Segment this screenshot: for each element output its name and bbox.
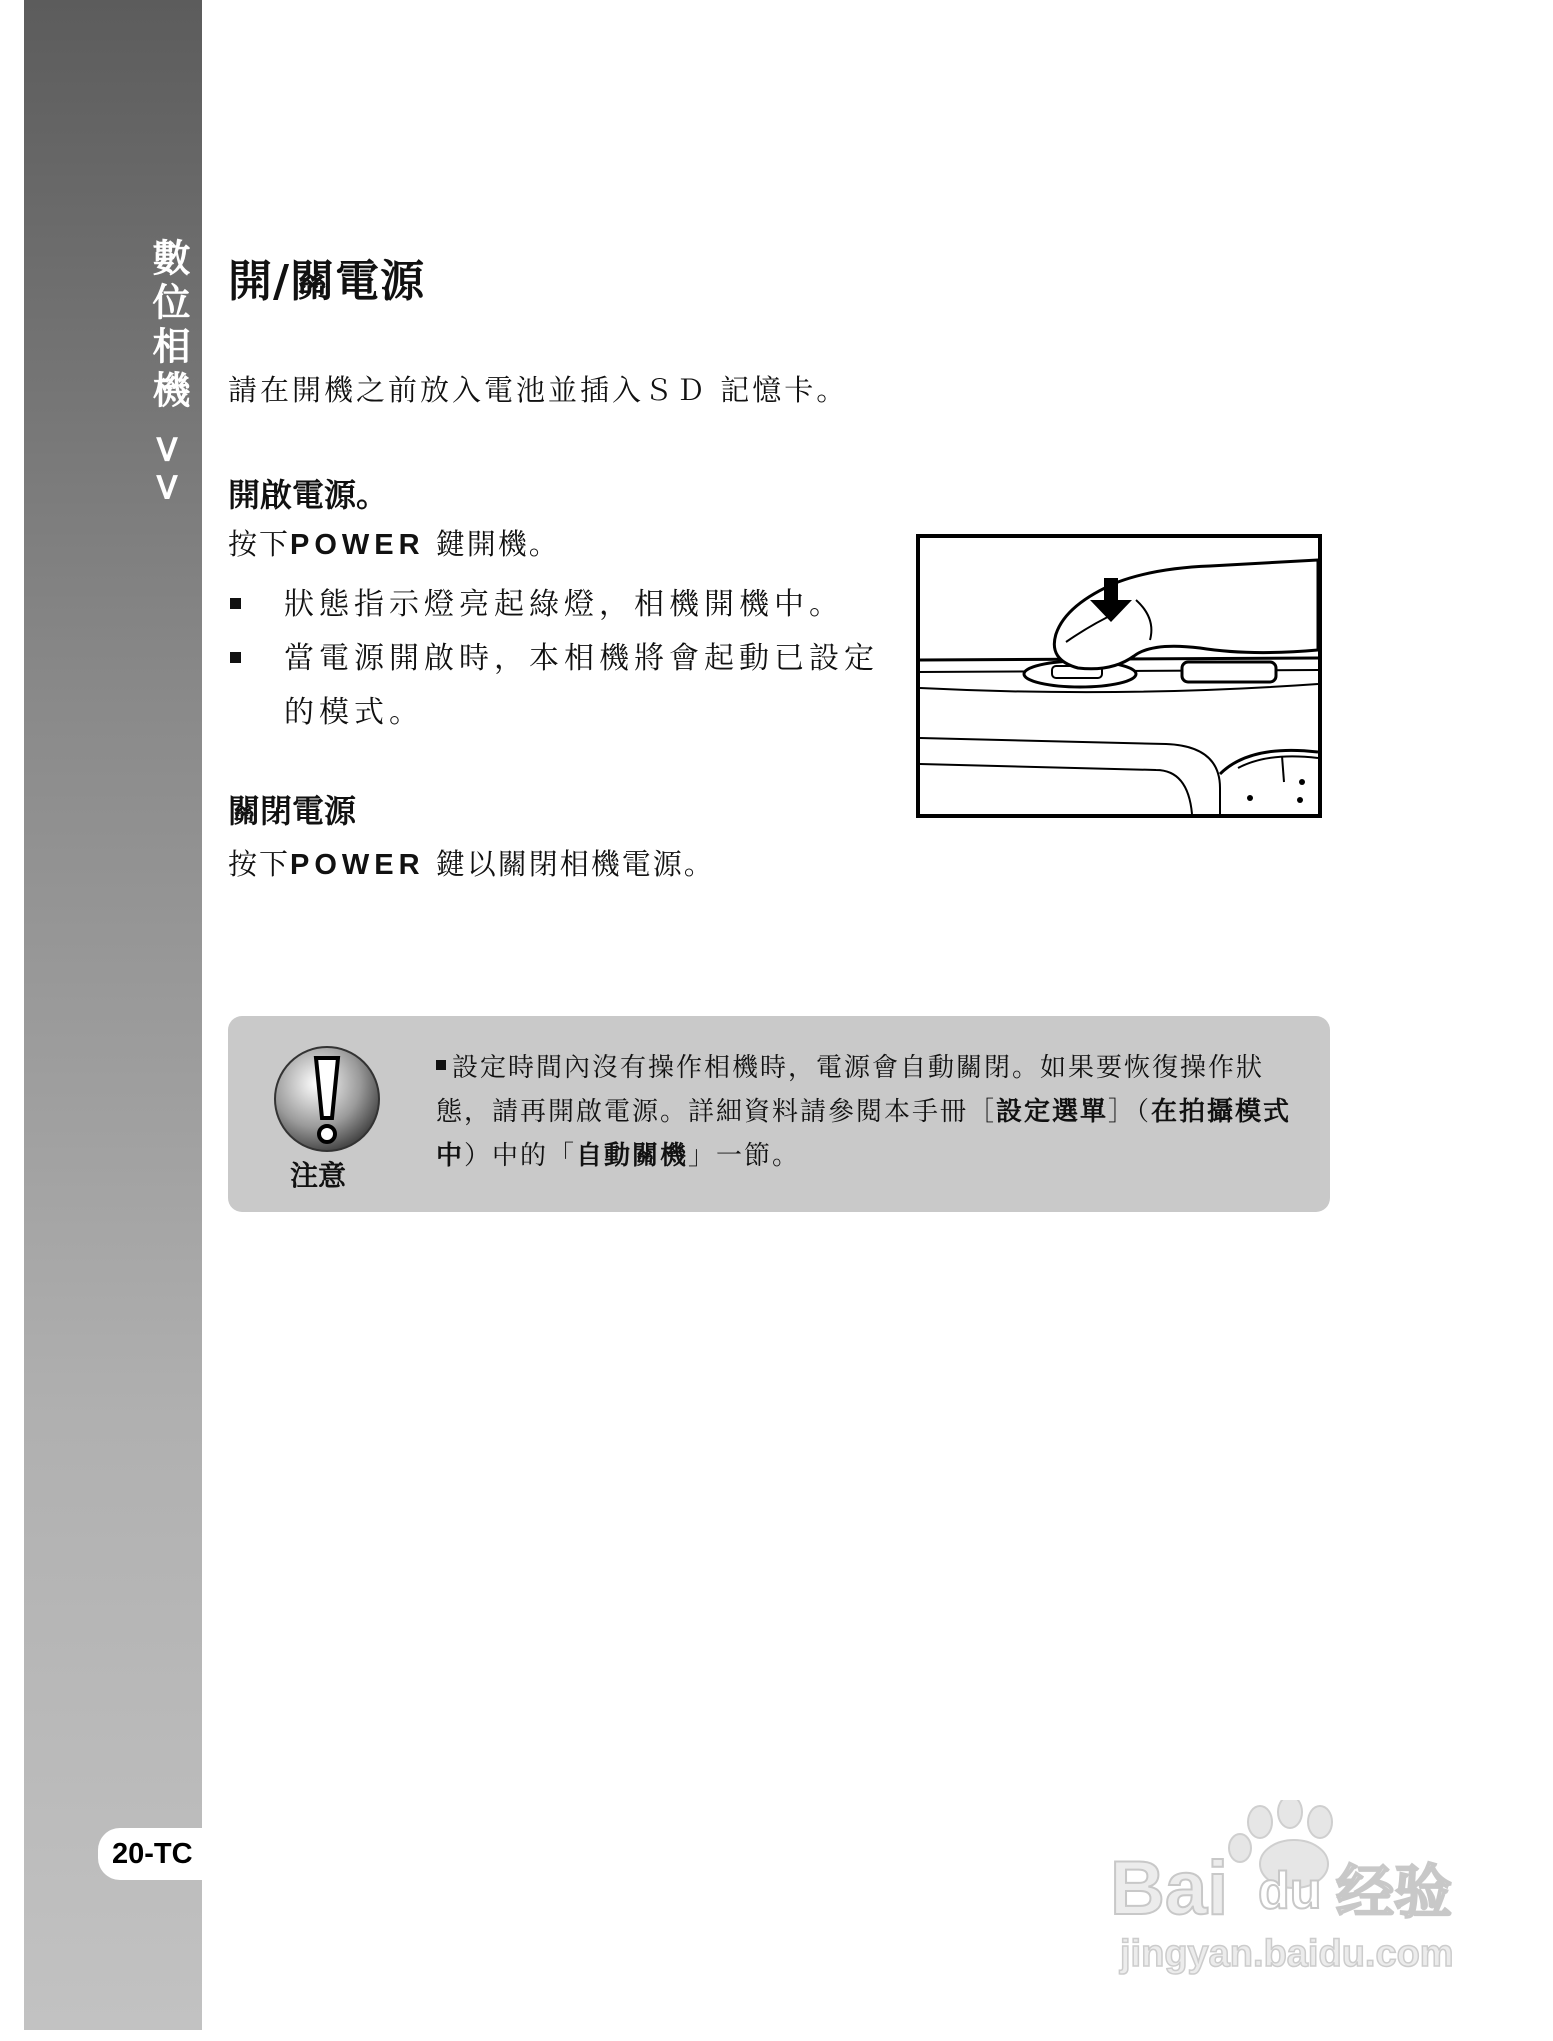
bullet-square-icon xyxy=(230,598,241,609)
power-off-heading: 關閉電源 xyxy=(228,792,357,830)
note-text-part: ）中的「 xyxy=(464,1141,577,1171)
note-label: 注意 xyxy=(290,1159,347,1192)
list-item xyxy=(228,632,888,740)
power-key-label: POWER xyxy=(290,849,425,881)
note-bold-term: 自動關機 xyxy=(576,1141,689,1171)
sidebar-title: 數位相機 >> xyxy=(146,238,190,509)
power-off-suffix: 鍵以關閉相機電源。 xyxy=(424,847,715,881)
note-text-part: 設定時間內沒有操作相機時，電源會自動關閉。如果要恢復操作狀態，請再開啟電源。詳細資料請參閱本手冊［ xyxy=(436,1053,1265,1127)
watermark-brand: Bai xyxy=(1110,1846,1229,1931)
intro-text: 請在開機之前放入電池並插入ＳＤ 記憶卡。 xyxy=(228,373,849,407)
power-on-prefix: 按下 xyxy=(228,527,291,561)
power-off-prefix: 按下 xyxy=(228,847,291,881)
note-bold-term: 設定選單 xyxy=(996,1097,1109,1127)
power-button-illustration xyxy=(916,534,1322,818)
watermark-brand-du: du xyxy=(1258,1862,1322,1920)
sidebar xyxy=(24,0,202,2030)
watermark-brand-cn: 经验 xyxy=(1336,1858,1453,1926)
note-text xyxy=(436,1046,1316,1178)
note-box xyxy=(228,1016,1330,1212)
page-title: 開/關電源 xyxy=(228,256,426,307)
note-text-part: ］（ xyxy=(1108,1097,1152,1127)
finger-pressing-camera-icon xyxy=(920,538,1318,814)
note-text-part: 」一節。 xyxy=(688,1141,801,1171)
baidu-jingyan-watermark xyxy=(1100,1800,1460,1994)
power-on-bullets xyxy=(228,578,888,740)
power-on-instruction xyxy=(228,522,560,563)
power-on-heading: 開啟電源。 xyxy=(228,476,389,514)
warning-exclamation-icon xyxy=(268,1044,386,1158)
bullet-square-icon xyxy=(230,652,241,663)
bullet-text: 狀態指示燈亮起綠燈，相機開機中。 xyxy=(284,587,844,622)
power-on-suffix: 鍵開機。 xyxy=(424,527,560,561)
power-off-instruction xyxy=(228,842,715,883)
watermark-url: jingyan.baidu.com xyxy=(1120,1933,1454,1975)
bullet-text: 當電源開啟時，本相機將會起動已設定的模式。 xyxy=(284,641,879,730)
list-item xyxy=(228,578,888,632)
power-key-label: POWER xyxy=(290,529,425,561)
bullet-square-icon xyxy=(436,1060,446,1070)
page-number: 20-TC xyxy=(98,1828,208,1880)
note-bold-term: 在拍攝模式中 xyxy=(436,1097,1292,1171)
